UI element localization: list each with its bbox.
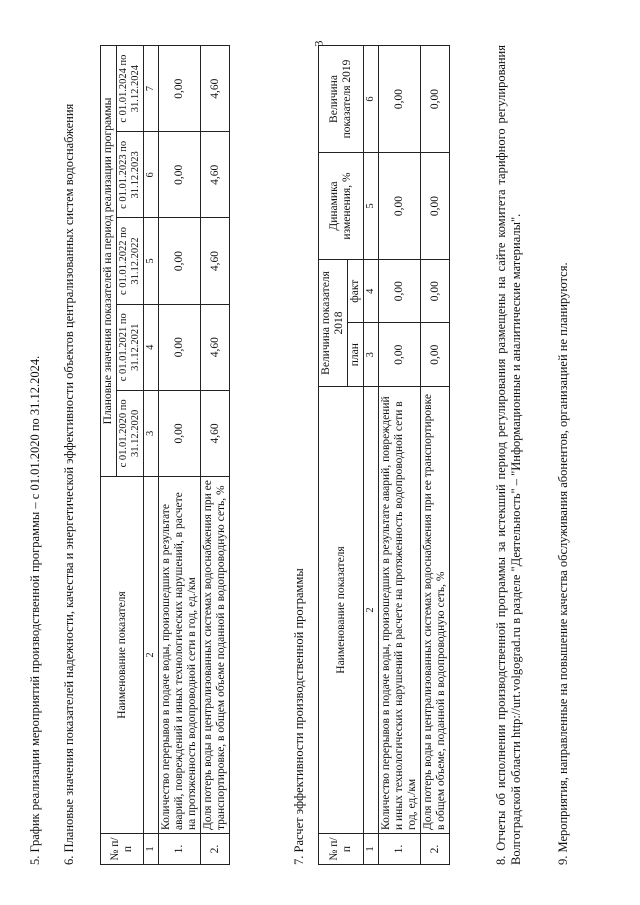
section-7: 7. Расчет эффективности производственной программы xyxy=(292,568,306,865)
t1-period: с 01.01.2020 по 31.12.2020 xyxy=(117,390,144,476)
row-num: 2. xyxy=(201,834,230,865)
t1-head-num: № п/п xyxy=(101,834,144,865)
row-value: 0,00 xyxy=(159,218,201,304)
t1-colnum: 5 xyxy=(144,218,159,304)
row-name: Количество перерывов в подаче воды, произошедших в результате аварий, повреждений и иных технологических нарушений в расчете на протяженность водопроводной сети в год, ед./км xyxy=(379,387,421,834)
t1-head-name: Наименование показателя xyxy=(101,477,144,834)
t2-colnum: 6 xyxy=(364,46,379,153)
page-number: 3 xyxy=(311,40,326,47)
row-value: 4,60 xyxy=(201,304,230,390)
t2-head-2018: Величина показателя 2018 xyxy=(319,260,348,387)
table-row xyxy=(379,46,421,865)
row-value: 0,00 xyxy=(379,323,421,387)
plan-table xyxy=(100,45,230,865)
table-row xyxy=(159,46,201,865)
section-8: 8. Отчеты об исполнении производственной программы за истекший период регулирования размещены на сайте комитета тарифного регулирования Волгоградской области http://urt.volgograd.ru в разделе "Деятельность" – "Информационные и аналитические материалы". xyxy=(494,45,523,865)
row-value: 4,60 xyxy=(201,390,230,476)
t1-period: с 01.01.2022 по 31.12.2022 xyxy=(117,218,144,304)
t2-colnum: 2 xyxy=(364,387,379,834)
row-value: 0,00 xyxy=(421,323,450,387)
efficiency-table xyxy=(318,45,450,865)
t2-colnum: 3 xyxy=(364,323,379,387)
t2-head-name: Наименование показателя xyxy=(319,387,364,834)
section-5: 5. График реализации мероприятий производственной программы – с 01.01.2020 по 31.12.2024. xyxy=(28,355,42,865)
row-name: Доля потерь воды в централизованных системах водоснабжения при ее транспортировке, в общем объеме поданной в водопроводную сеть, % xyxy=(201,477,230,834)
t1-colnum: 2 xyxy=(144,477,159,834)
t2-head-2019: Величина показателя 2019 xyxy=(319,46,364,153)
row-value: 0,00 xyxy=(159,390,201,476)
t1-colnum: 3 xyxy=(144,390,159,476)
row-value: 0,00 xyxy=(421,153,450,260)
row-value: 4,60 xyxy=(201,46,230,132)
section-9: 9. Мероприятия, направленные на повышение качества обслуживания абонентов, организацией не планируются. xyxy=(556,262,570,865)
row-value: 0,00 xyxy=(159,46,201,132)
row-value: 0,00 xyxy=(159,304,201,390)
row-value: 4,60 xyxy=(201,132,230,218)
t2-head-fact: факт xyxy=(348,260,364,323)
row-value: 0,00 xyxy=(379,153,421,260)
row-value: 0,00 xyxy=(421,46,450,153)
t2-head-num: № п/п xyxy=(319,834,364,865)
t1-period: с 01.01.2024 по 31.12.2024 xyxy=(117,46,144,132)
t1-head-group: Плановые значения показателей на период реализации программы xyxy=(101,46,117,477)
t2-colnum: 4 xyxy=(364,260,379,323)
row-num: 1. xyxy=(379,834,421,865)
t1-period: с 01.01.2021 по 31.12.2021 xyxy=(117,304,144,390)
row-value: 4,60 xyxy=(201,218,230,304)
t1-period: с 01.01.2023 по 31.12.2023 xyxy=(117,132,144,218)
row-value: 0,00 xyxy=(159,132,201,218)
row-name: Количество перерывов в подаче воды, произошедших в результате аварий, повреждений и иных технологических нарушений, в расчете на протяженность водопроводной сети в год, ед./км xyxy=(159,477,201,834)
row-num: 2. xyxy=(421,834,450,865)
section-6: 6. Плановые значения показателей надежности, качества и энергетической эффективности объектов централизованных систем водоснабжения xyxy=(62,103,76,865)
table-row xyxy=(421,46,450,865)
row-value: 0,00 xyxy=(421,260,450,323)
table-row xyxy=(201,46,230,865)
t2-head-plan: план xyxy=(348,323,364,387)
t1-colnum: 1 xyxy=(144,834,159,865)
t1-colnum: 4 xyxy=(144,304,159,390)
t1-colnum: 6 xyxy=(144,132,159,218)
row-value: 0,00 xyxy=(379,46,421,153)
row-name: Доля потерь воды в централизованных системах водоснабжения при ее транспортировке в общем объеме, поданной в водопроводную сеть, % xyxy=(421,387,450,834)
t2-head-dynamics: Динамика изменения, % xyxy=(319,153,364,260)
row-num: 1. xyxy=(159,834,201,865)
t2-colnum: 5 xyxy=(364,153,379,260)
row-value: 0,00 xyxy=(379,260,421,323)
t1-colnum: 7 xyxy=(144,46,159,132)
t2-colnum: 1 xyxy=(364,834,379,865)
